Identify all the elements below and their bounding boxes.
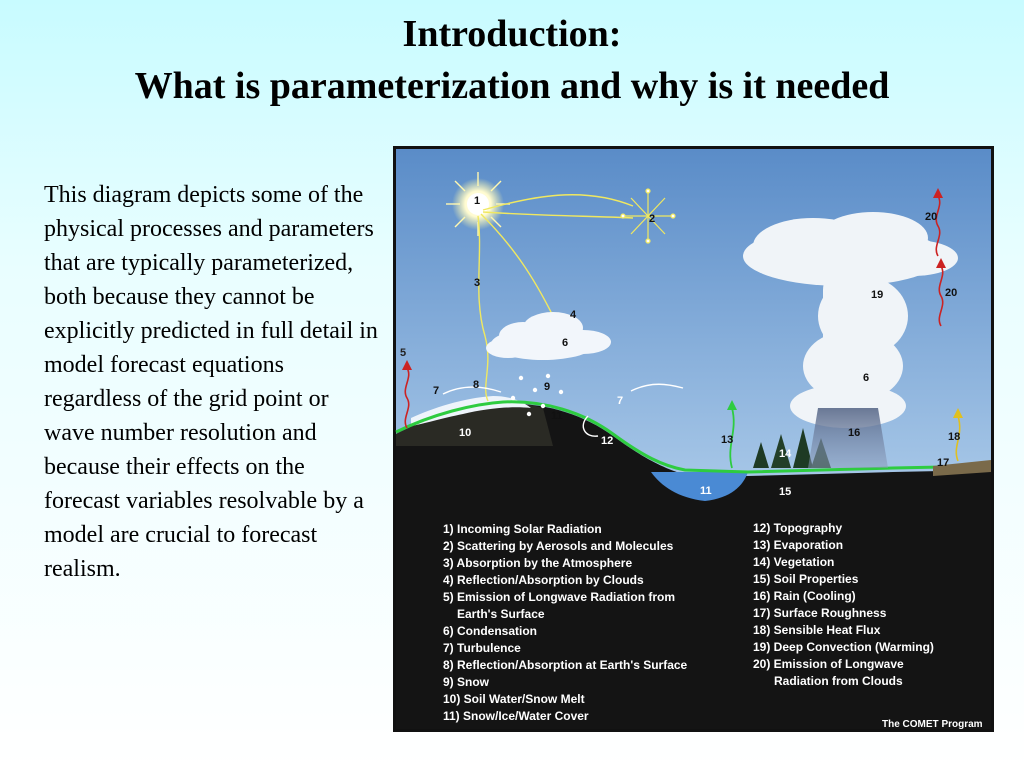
marker-3: 3 xyxy=(474,277,481,289)
marker-7: 7 xyxy=(433,385,440,397)
legend-item-4: 4) Reflection/Absorption by Clouds xyxy=(443,573,644,587)
marker-9: 9 xyxy=(544,381,551,393)
marker-14: 14 xyxy=(779,448,792,460)
legend-item-15: 15) Soil Properties xyxy=(753,572,859,586)
title-block xyxy=(0,8,1024,112)
legend-item-1: 1) Incoming Solar Radiation xyxy=(443,522,602,536)
legend-item-2: 2) Scattering by Aerosols and Molecules xyxy=(443,539,674,553)
legend-item-20: 20) Emission of Longwave xyxy=(753,657,904,671)
page-title: Introduction: xyxy=(402,13,622,55)
marker-16: 16 xyxy=(848,427,861,439)
marker-10: 10 xyxy=(459,427,472,439)
marker-15: 15 xyxy=(779,486,792,498)
marker-20-upper: 20 xyxy=(925,211,938,223)
marker-5: 5 xyxy=(400,347,407,359)
marker-12: 12 xyxy=(601,435,614,447)
credit-text: The COMET Program xyxy=(882,719,983,730)
marker-18: 18 xyxy=(948,431,961,443)
marker-7-right: 7 xyxy=(617,395,624,407)
legend-item-14: 14) Vegetation xyxy=(753,555,835,569)
marker-13: 13 xyxy=(721,434,734,446)
marker-19: 19 xyxy=(871,289,884,301)
legend-item-17: 17) Surface Roughness xyxy=(753,606,887,620)
marker-6-cloud: 6 xyxy=(863,372,870,384)
marker-6: 6 xyxy=(562,337,569,349)
marker-1: 1 xyxy=(474,195,481,207)
legend-item-6: 6) Condensation xyxy=(443,624,538,638)
marker-20-lower: 20 xyxy=(945,287,958,299)
marker-8: 8 xyxy=(473,379,480,391)
page-subtitle: What is parameterization and why is it needed xyxy=(134,65,890,107)
description-text: This diagram depicts some of the physical processes and parameters that are typically parameterized, both because they cannot be explicitly predicted in full detail in model forecast equations regardless of the grid point or wave number resolution and because their effects on the forecast variables resolvable by a model are crucial to forecast realism. xyxy=(44,182,378,582)
marker-17: 17 xyxy=(937,457,950,469)
legend-item-8: 8) Reflection/Absorption at Earth's Surface xyxy=(443,658,688,672)
legend-item-12: 12) Topography xyxy=(753,521,843,535)
marker-11-lake: 11 xyxy=(700,485,712,497)
legend-item-3: 3) Absorption by the Atmosphere xyxy=(443,556,633,570)
legend-item-5: 5) Emission of Longwave Radiation from xyxy=(443,590,676,604)
legend-item-10: 10) Soil Water/Snow Melt xyxy=(443,692,585,706)
parameterization-diagram xyxy=(393,146,994,732)
diagram-canvas xyxy=(393,146,994,732)
legend-item-13: 13) Evaporation xyxy=(753,538,844,552)
marker-4: 4 xyxy=(570,309,577,321)
legend-item-16: 16) Rain (Cooling) xyxy=(753,589,856,603)
legend-item-18: 18) Sensible Heat Flux xyxy=(753,623,881,637)
legend-item-7: 7) Turbulence xyxy=(443,641,521,655)
marker-11: 11 xyxy=(551,410,563,422)
legend-item-5-cont: Earth's Surface xyxy=(457,607,545,621)
marker-2: 2 xyxy=(649,213,656,225)
legend-item-20-cont: Radiation from Clouds xyxy=(774,674,903,688)
legend-item-9: 9) Snow xyxy=(443,675,490,689)
legend-item-19: 19) Deep Convection (Warming) xyxy=(753,640,934,654)
legend-item-11: 11) Snow/Ice/Water Cover xyxy=(443,709,589,723)
